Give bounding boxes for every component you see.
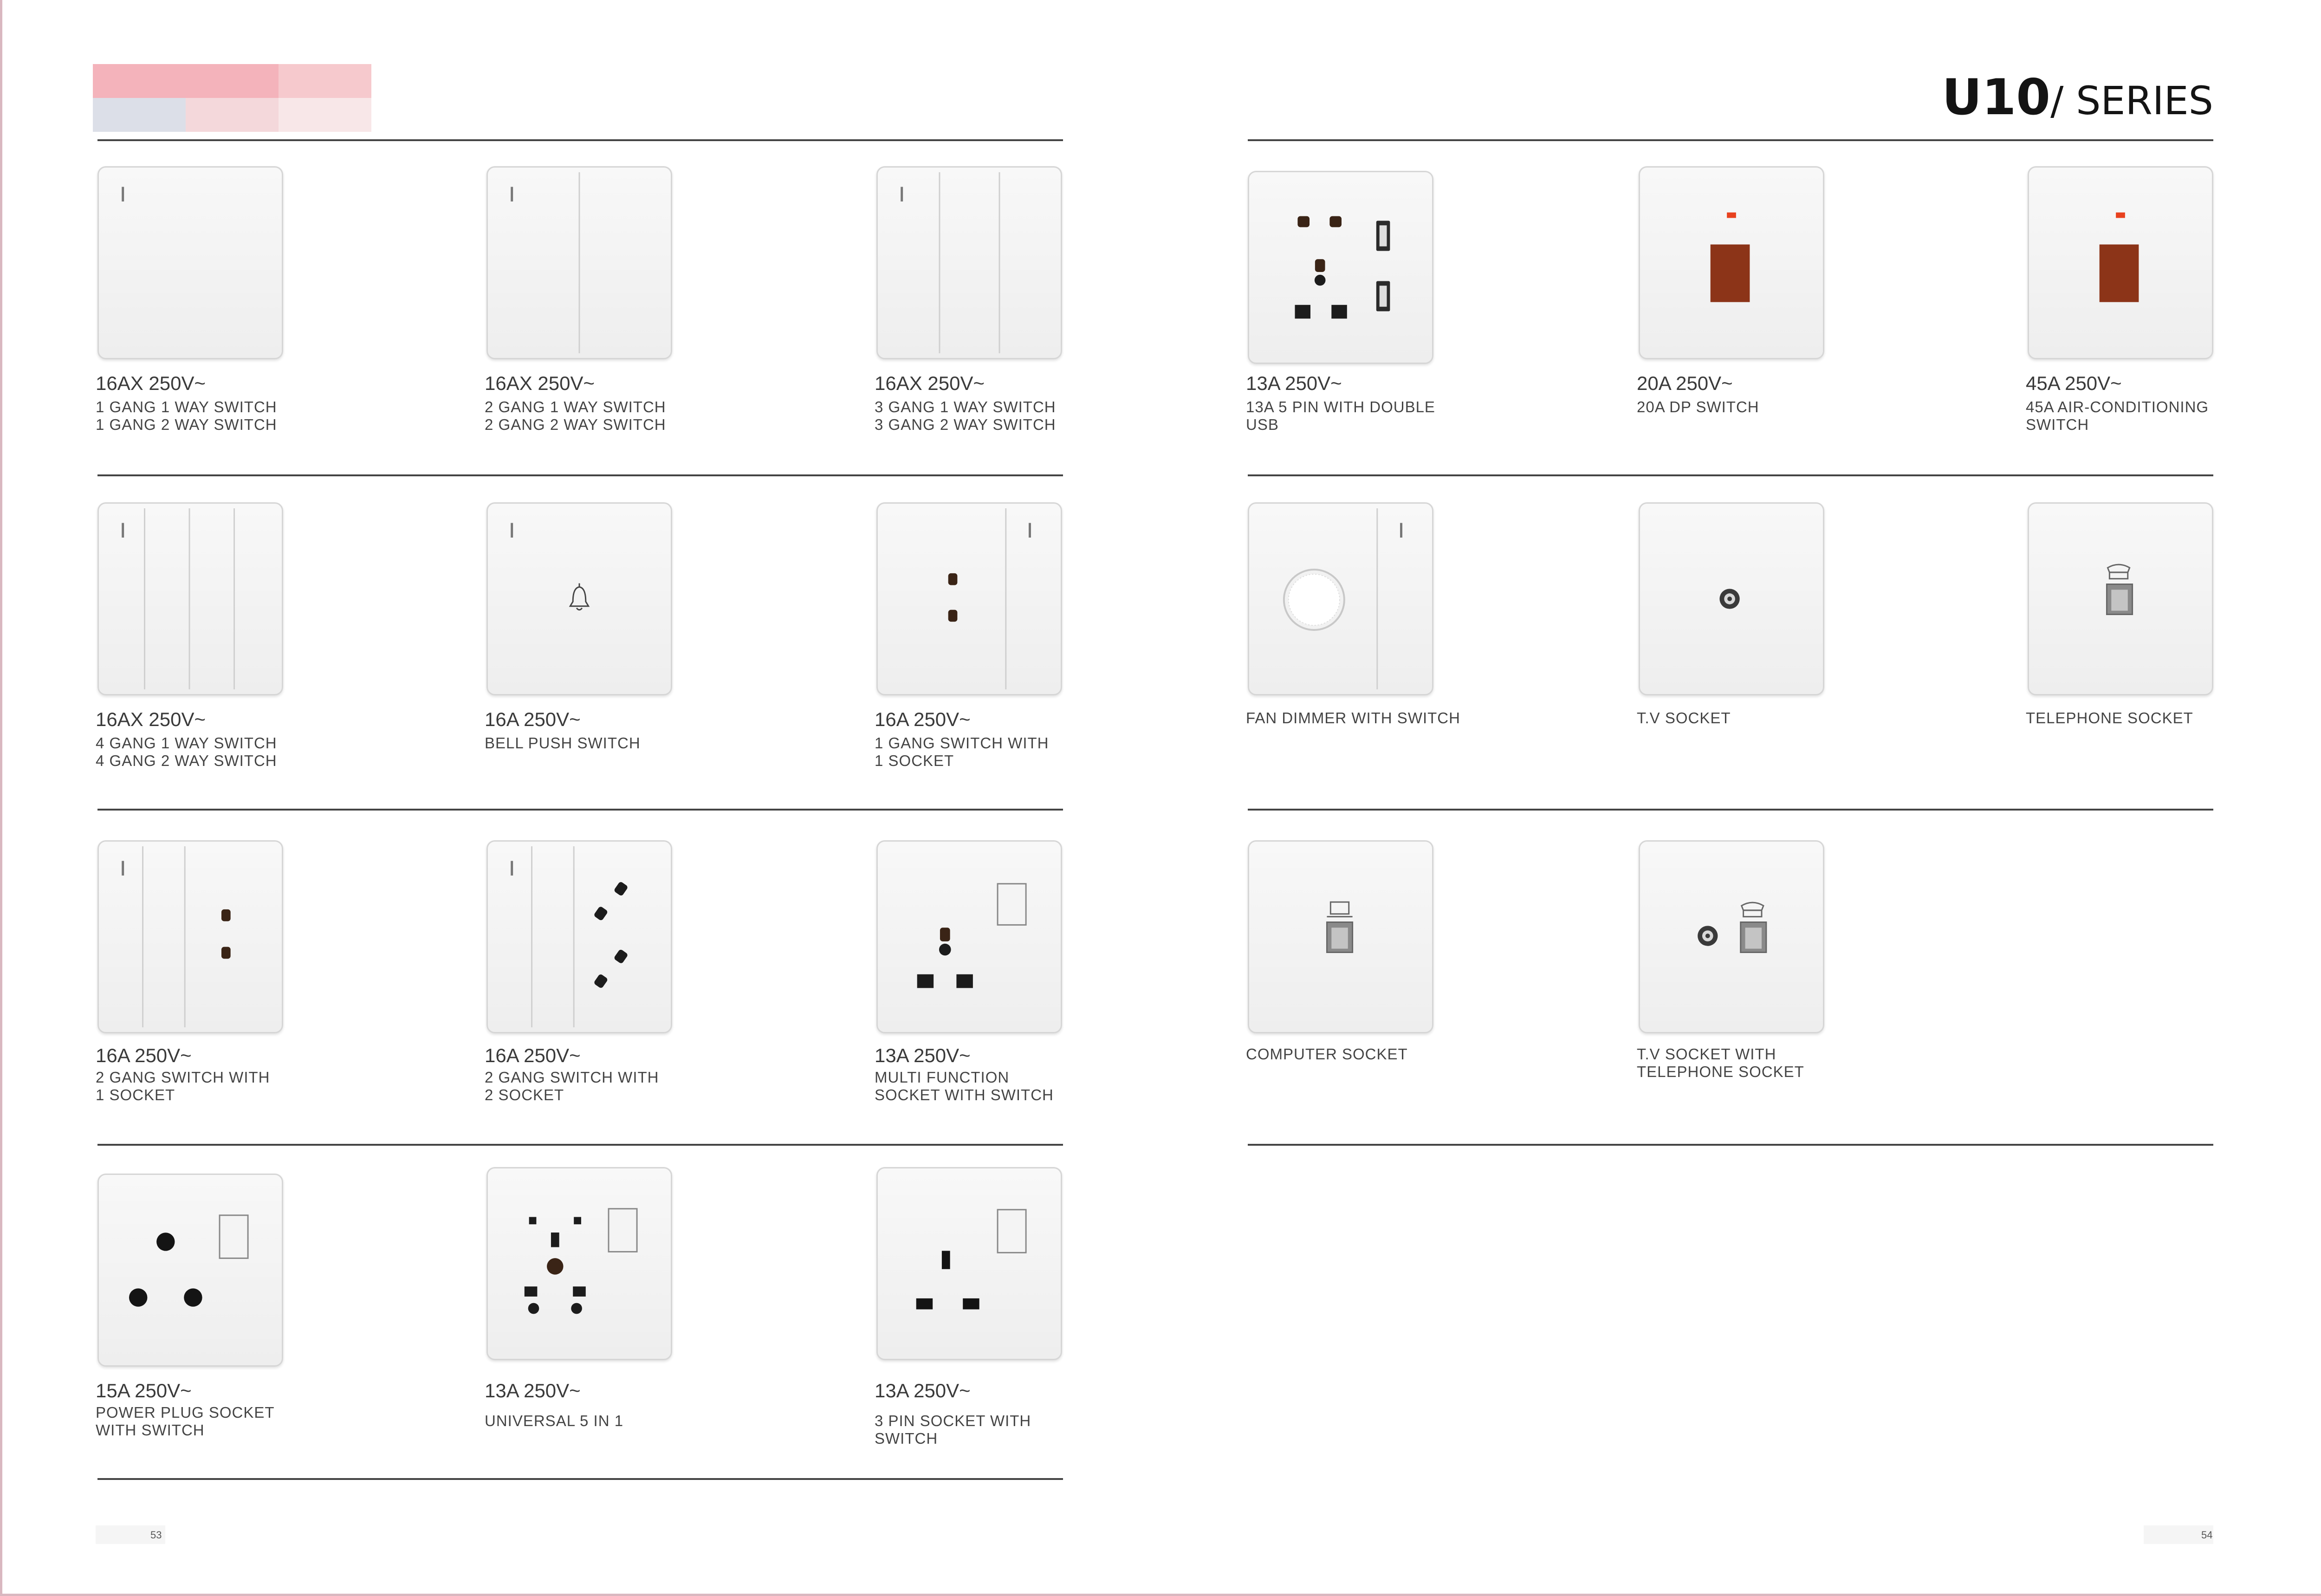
rule-right-top xyxy=(1248,139,2213,141)
swatch xyxy=(186,64,279,98)
product-power-plug xyxy=(97,1174,283,1367)
product-desc-line: USB xyxy=(1246,416,1279,433)
product-rating: 13A 250V~ xyxy=(485,1380,581,1401)
multi-function-socket-icon xyxy=(878,842,1061,1032)
product-5-pin-usb xyxy=(1248,171,1433,364)
product-desc-line: 2 GANG 1 WAY SWITCH xyxy=(485,398,666,415)
product-desc-line: FAN DIMMER WITH SWITCH xyxy=(1246,709,1460,727)
product-rating: 13A 250V~ xyxy=(1246,372,1342,394)
usb-socket-icon xyxy=(1249,172,1432,363)
product-2-gang-switch xyxy=(486,166,672,359)
rule-right-2 xyxy=(1248,809,2213,811)
one-gang-switch-icon xyxy=(99,168,282,358)
product-desc-line: COMPUTER SOCKET xyxy=(1246,1045,1408,1063)
product-multi-function xyxy=(876,840,1062,1033)
series-code: U10 xyxy=(1942,69,2051,126)
rule-left-bottom xyxy=(97,1478,1063,1480)
product-desc-line: 2 GANG SWITCH WITH xyxy=(96,1069,270,1086)
product-rating: 13A 250V~ xyxy=(875,1045,971,1066)
product-fan-dimmer xyxy=(1248,502,1433,695)
product-desc-line: T.V SOCKET xyxy=(1637,709,1731,727)
series-title xyxy=(1942,69,2213,126)
product-2-gang-1-socket xyxy=(97,840,283,1033)
swatch xyxy=(93,64,186,98)
product-desc-line: 1 SOCKET xyxy=(96,1086,175,1103)
swatch xyxy=(93,98,186,132)
product-desc-line: 1 SOCKET xyxy=(875,752,954,769)
four-gang-switch-icon xyxy=(99,504,282,694)
product-desc-line: 3 GANG 2 WAY SWITCH xyxy=(875,416,1056,433)
product-desc-line: SOCKET WITH SWITCH xyxy=(875,1086,1054,1103)
series-word: / SERIES xyxy=(2050,78,2213,123)
product-telephone-socket xyxy=(2028,502,2213,695)
page-number-left: 53 xyxy=(150,1529,162,1541)
tv-telephone-socket-icon xyxy=(1640,842,1823,1032)
product-rating: 20A 250V~ xyxy=(1637,372,1733,394)
product-desc-line: TELEPHONE SOCKET xyxy=(2026,709,2193,727)
product-rating: 13A 250V~ xyxy=(875,1380,971,1401)
product-desc-line: TELEPHONE SOCKET xyxy=(1637,1063,1804,1080)
product-desc-line: 1 GANG SWITCH WITH xyxy=(875,734,1049,752)
rule-left-2 xyxy=(97,809,1063,811)
swatch xyxy=(279,98,371,132)
two-gang-socket-icon xyxy=(99,842,282,1032)
telephone-socket-icon xyxy=(2029,504,2212,694)
product-3-pin-socket xyxy=(876,1167,1062,1360)
switch-socket-icon xyxy=(878,504,1061,694)
swatch xyxy=(186,98,279,132)
product-desc-line: 2 SOCKET xyxy=(485,1086,564,1103)
product-4-gang-switch xyxy=(97,502,283,695)
product-desc-line: 2 GANG 2 WAY SWITCH xyxy=(485,416,666,433)
product-1-gang-switch xyxy=(97,166,283,359)
fan-dimmer-icon xyxy=(1249,504,1432,694)
round-pin-socket-icon xyxy=(99,1175,282,1365)
product-rating: 16A 250V~ xyxy=(96,1045,192,1066)
product-desc-line: 1 GANG 2 WAY SWITCH xyxy=(96,416,277,433)
product-desc-line: 4 GANG 2 WAY SWITCH xyxy=(96,752,277,769)
product-desc-line: BELL PUSH SWITCH xyxy=(485,734,641,752)
rule-left-top xyxy=(97,139,1063,141)
rule-left-1 xyxy=(97,474,1063,476)
product-45a-ac-switch xyxy=(2028,166,2213,359)
product-bell-push xyxy=(486,502,672,695)
computer-socket-icon xyxy=(1249,842,1432,1032)
product-desc-line: WITH SWITCH xyxy=(96,1421,205,1439)
product-rating: 45A 250V~ xyxy=(2026,372,2122,394)
product-desc-line: 3 GANG 1 WAY SWITCH xyxy=(875,398,1056,415)
product-rating: 16A 250V~ xyxy=(485,708,581,730)
product-tv-socket xyxy=(1639,502,1824,695)
product-desc-line: 4 GANG 1 WAY SWITCH xyxy=(96,734,277,752)
three-pin-socket-icon xyxy=(878,1168,1061,1359)
product-desc-line: SWITCH xyxy=(2026,416,2089,433)
product-desc-line: 1 GANG 1 WAY SWITCH xyxy=(96,398,277,415)
product-desc-line: UNIVERSAL 5 IN 1 xyxy=(485,1412,624,1429)
product-rating: 16AX 250V~ xyxy=(485,372,595,394)
product-switch-socket xyxy=(876,502,1062,695)
product-desc-line: POWER PLUG SOCKET xyxy=(96,1404,275,1421)
bell-icon xyxy=(488,504,671,694)
product-desc-line: T.V SOCKET WITH xyxy=(1637,1045,1776,1063)
product-rating: 16A 250V~ xyxy=(485,1045,581,1066)
dp-switch-icon xyxy=(1640,168,1823,358)
ac-switch-icon xyxy=(2029,168,2212,358)
two-gang-switch-icon xyxy=(488,168,671,358)
product-rating: 15A 250V~ xyxy=(96,1380,192,1401)
product-desc-line: 2 GANG SWITCH WITH xyxy=(485,1069,659,1086)
rule-left-3 xyxy=(97,1144,1063,1146)
product-2-gang-2-socket xyxy=(486,840,672,1033)
product-universal-5-in-1 xyxy=(486,1167,672,1360)
page-edge-bottom xyxy=(0,1594,2321,1596)
product-rating: 16AX 250V~ xyxy=(875,372,985,394)
rule-right-1 xyxy=(1248,474,2213,476)
product-tv-telephone xyxy=(1639,840,1824,1033)
two-gang-two-socket-icon xyxy=(488,842,671,1032)
product-desc-line: MULTI FUNCTION xyxy=(875,1069,1010,1086)
product-rating: 16AX 250V~ xyxy=(96,708,206,730)
swatch xyxy=(279,64,371,98)
tv-socket-icon xyxy=(1640,504,1823,694)
product-rating: 16AX 250V~ xyxy=(96,372,206,394)
color-swatch-block xyxy=(93,64,371,132)
product-desc-line: SWITCH xyxy=(875,1430,938,1447)
product-desc-line: 13A 5 PIN WITH DOUBLE xyxy=(1246,398,1435,415)
product-computer-socket xyxy=(1248,840,1433,1033)
product-3-gang-switch xyxy=(876,166,1062,359)
universal-socket-icon xyxy=(488,1168,671,1359)
product-desc-line: 3 PIN SOCKET WITH xyxy=(875,1412,1031,1429)
product-desc-line: 45A AIR-CONDITIONING xyxy=(2026,398,2209,415)
rule-right-bottom xyxy=(1248,1144,2213,1146)
page-number-right: 54 xyxy=(2201,1529,2213,1541)
product-rating: 16A 250V~ xyxy=(875,708,971,730)
three-gang-switch-icon xyxy=(878,168,1061,358)
page-edge-left xyxy=(0,0,2,1596)
product-desc-line: 20A DP SWITCH xyxy=(1637,398,1759,415)
product-20a-dp-switch xyxy=(1639,166,1824,359)
